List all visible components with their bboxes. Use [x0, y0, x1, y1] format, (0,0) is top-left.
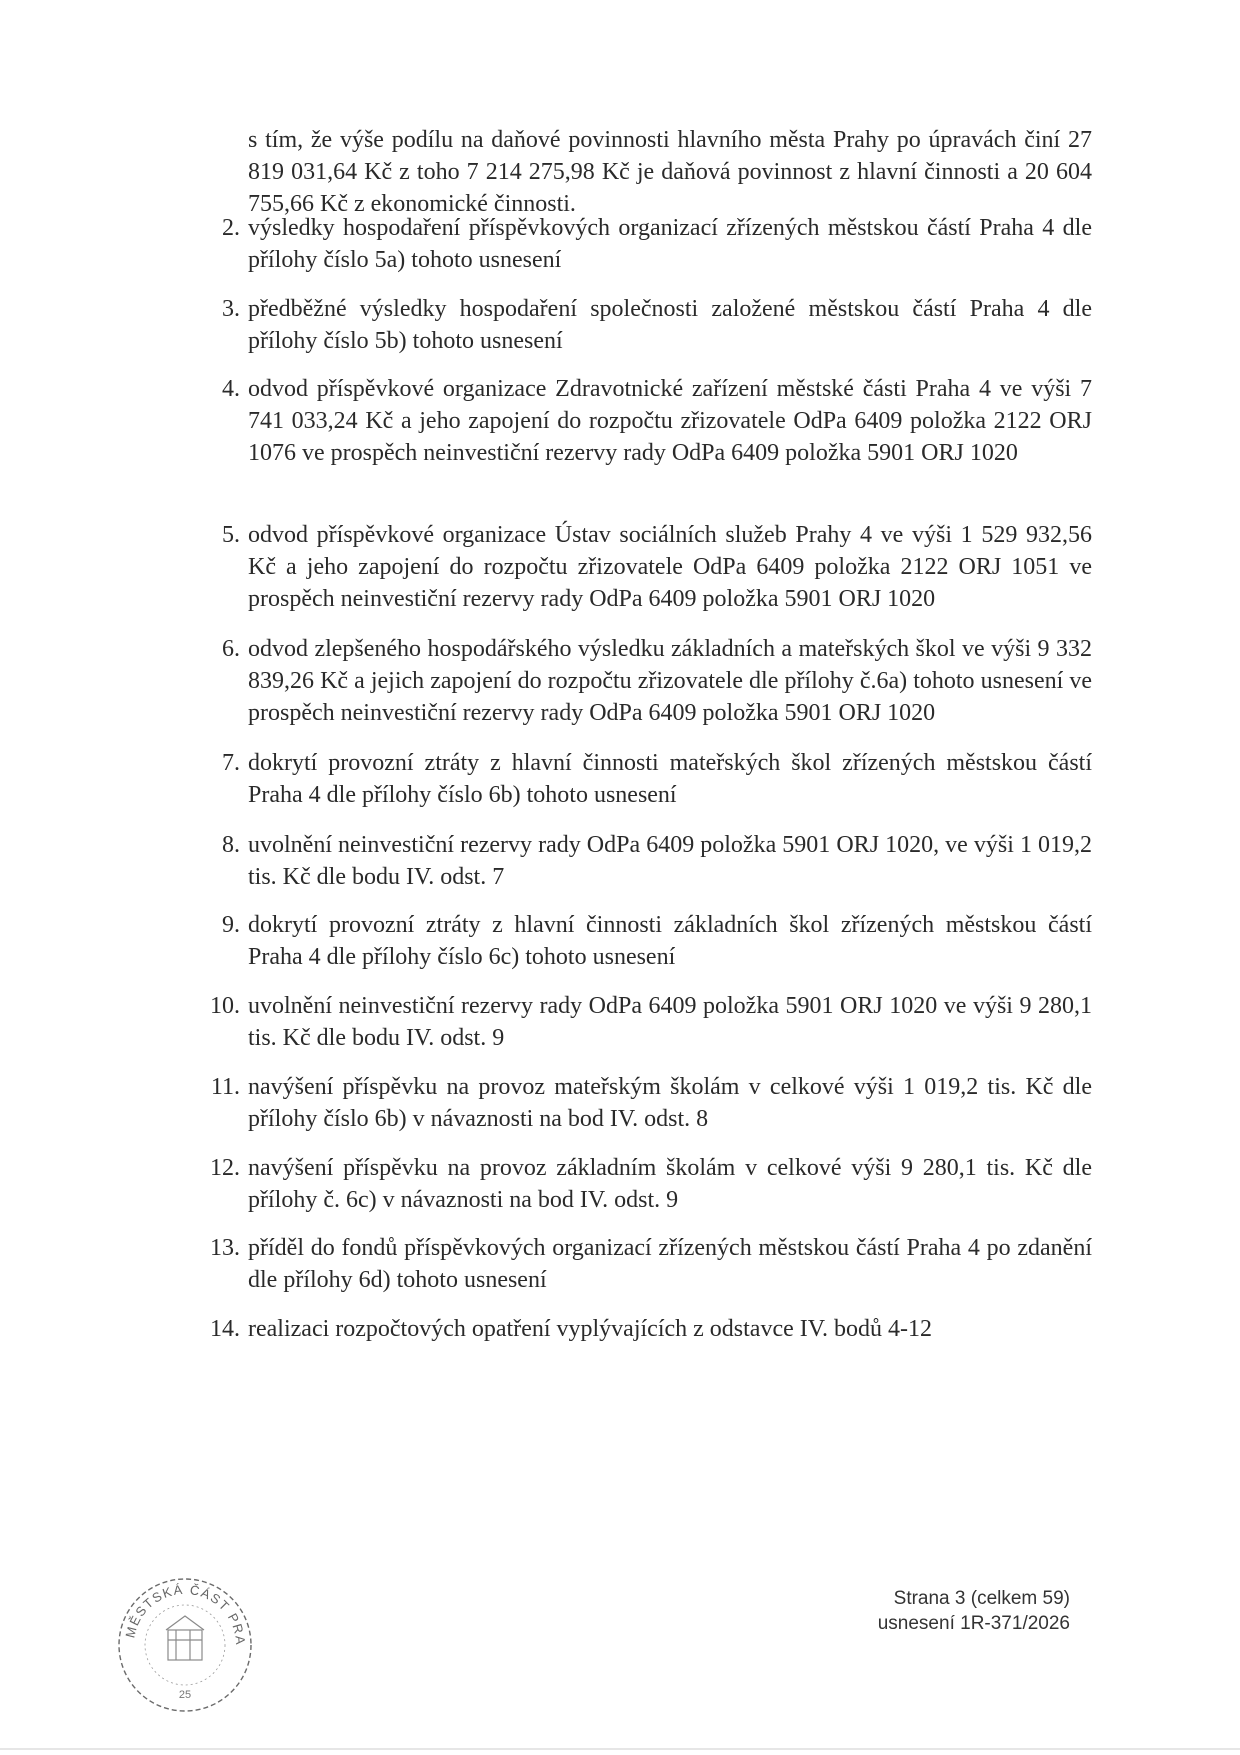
item-text: předběžné výsledky hospodaření společnosti založené městskou částí Praha 4 dle přílohy číslo 5b) tohoto usnesení — [248, 296, 1092, 354]
item-text: navýšení příspěvku na provoz základním školám v celkové výši 9 280,1 tis. Kč dle přílohy č. 6c) v návaznosti na bod IV. odst. 9 — [248, 1155, 1092, 1213]
item-number: 9. — [222, 912, 240, 938]
item-text: odvod zlepšeného hospodářského výsledku základních a mateřských škol ve výši 9 332 839,26 Kč a jejich zapojení do rozpočtu zřizovatele dle přílohy č.6a) tohoto usnesení ve prospěch neinvestiční rezervy rady OdPa 6409 položka 5901 ORJ 1020 — [248, 636, 1092, 726]
page-number: Strana 3 (celkem 59) — [893, 1588, 1070, 1609]
item-number: 12. — [210, 1155, 240, 1181]
item-text: výsledky hospodaření příspěvkových organizací zřízených městskou částí Praha 4 dle přílohy číslo 5a) tohoto usnesení — [248, 215, 1092, 273]
item-number: 11. — [210, 1074, 240, 1100]
list-item — [190, 1152, 1092, 1216]
item-text: realizaci rozpočtových opatření vyplývajících z odstavce IV. bodů 4-12 — [248, 1316, 932, 1342]
item-number: 10. — [210, 993, 240, 1019]
list-item — [190, 829, 1092, 893]
stamp-seal-icon — [110, 1570, 260, 1720]
intro-paragraph: s tím, že výše podílu na daňové povinnosti hlavního města Prahy po úpravách činí 27 819 031,64 Kč z toho 7 214 275,98 Kč je daňová povinnost z hlavní činnosti a 20 604 755,66 Kč z ekonomické činnosti. — [248, 127, 1092, 217]
svg-text:MĚSTSKÁ ČÁST PRAHA 4: MĚSTSKÁ ČÁST PRA — [122, 1581, 249, 1647]
item-number: 4. — [222, 376, 240, 402]
list-item — [190, 519, 1092, 615]
list-item — [190, 293, 1092, 357]
list-item — [190, 747, 1092, 811]
list-item — [190, 1313, 1092, 1345]
list-item — [190, 909, 1092, 973]
item-number: 13. — [210, 1235, 240, 1261]
item-text: uvolnění neinvestiční rezervy rady OdPa 6409 položka 5901 ORJ 1020, ve výši 1 019,2 tis. Kč dle bodu IV. odst. 7 — [248, 832, 1092, 890]
item-text: dokrytí provozní ztráty z hlavní činnosti základních škol zřízených městskou částí Praha 4 dle přílohy číslo 6c) tohoto usnesení — [248, 912, 1092, 970]
item-number: 6. — [222, 636, 240, 662]
item-text: navýšení příspěvku na provoz mateřským školám v celkové výši 1 019,2 tis. Kč dle přílohy číslo 6b) v návaznosti na bod IV. odst. 8 — [248, 1074, 1092, 1132]
resolution-number: usnesení 1R-371/2026 — [877, 1613, 1070, 1634]
official-stamp — [110, 1570, 260, 1720]
item-number: 3. — [222, 296, 240, 322]
list-item — [190, 373, 1092, 469]
item-number: 2. — [222, 215, 240, 241]
page-bottom-edge — [0, 1748, 1240, 1750]
item-text: uvolnění neinvestiční rezervy rady OdPa 6409 položka 5901 ORJ 1020 ve výši 9 280,1 tis. Kč dle bodu IV. odst. 9 — [248, 993, 1092, 1051]
item-number: 7. — [222, 750, 240, 776]
item-text: dokrytí provozní ztráty z hlavní činnosti mateřských škol zřízených městskou částí Praha 4 dle přílohy číslo 6b) tohoto usnesení — [248, 750, 1092, 808]
item-number: 8. — [222, 832, 240, 858]
page-footer — [878, 1586, 1070, 1636]
item-text: příděl do fondů příspěvkových organizací zřízených městskou částí Praha 4 po zdanění dle přílohy 6d) tohoto usnesení — [248, 1235, 1092, 1293]
list-item — [190, 633, 1092, 729]
item-number: 5. — [222, 522, 240, 548]
list-item — [190, 1071, 1092, 1135]
list-item — [190, 990, 1092, 1054]
list-item — [190, 1232, 1092, 1296]
svg-text:25: 25 — [178, 1689, 192, 1701]
item-text: odvod příspěvkové organizace Ústav sociálních služeb Prahy 4 ve výši 1 529 932,56 Kč a jeho zapojení do rozpočtu zřizovatele OdPa 6409 položka 2122 ORJ 1051 ve prospěch neinvestiční rezervy rady OdPa 6409 položka 5901 ORJ 1020 — [248, 522, 1092, 612]
list-item — [190, 212, 1092, 276]
item-number: 14. — [210, 1316, 240, 1342]
item-text: odvod příspěvkové organizace Zdravotnické zařízení městské části Praha 4 ve výši 7 741 033,24 Kč a jeho zapojení do rozpočtu zřizovatele OdPa 6409 položka 2122 ORJ 1076 ve prospěch neinvestiční rezervy rady OdPa 6409 položka 5901 ORJ 1020 — [248, 376, 1092, 466]
